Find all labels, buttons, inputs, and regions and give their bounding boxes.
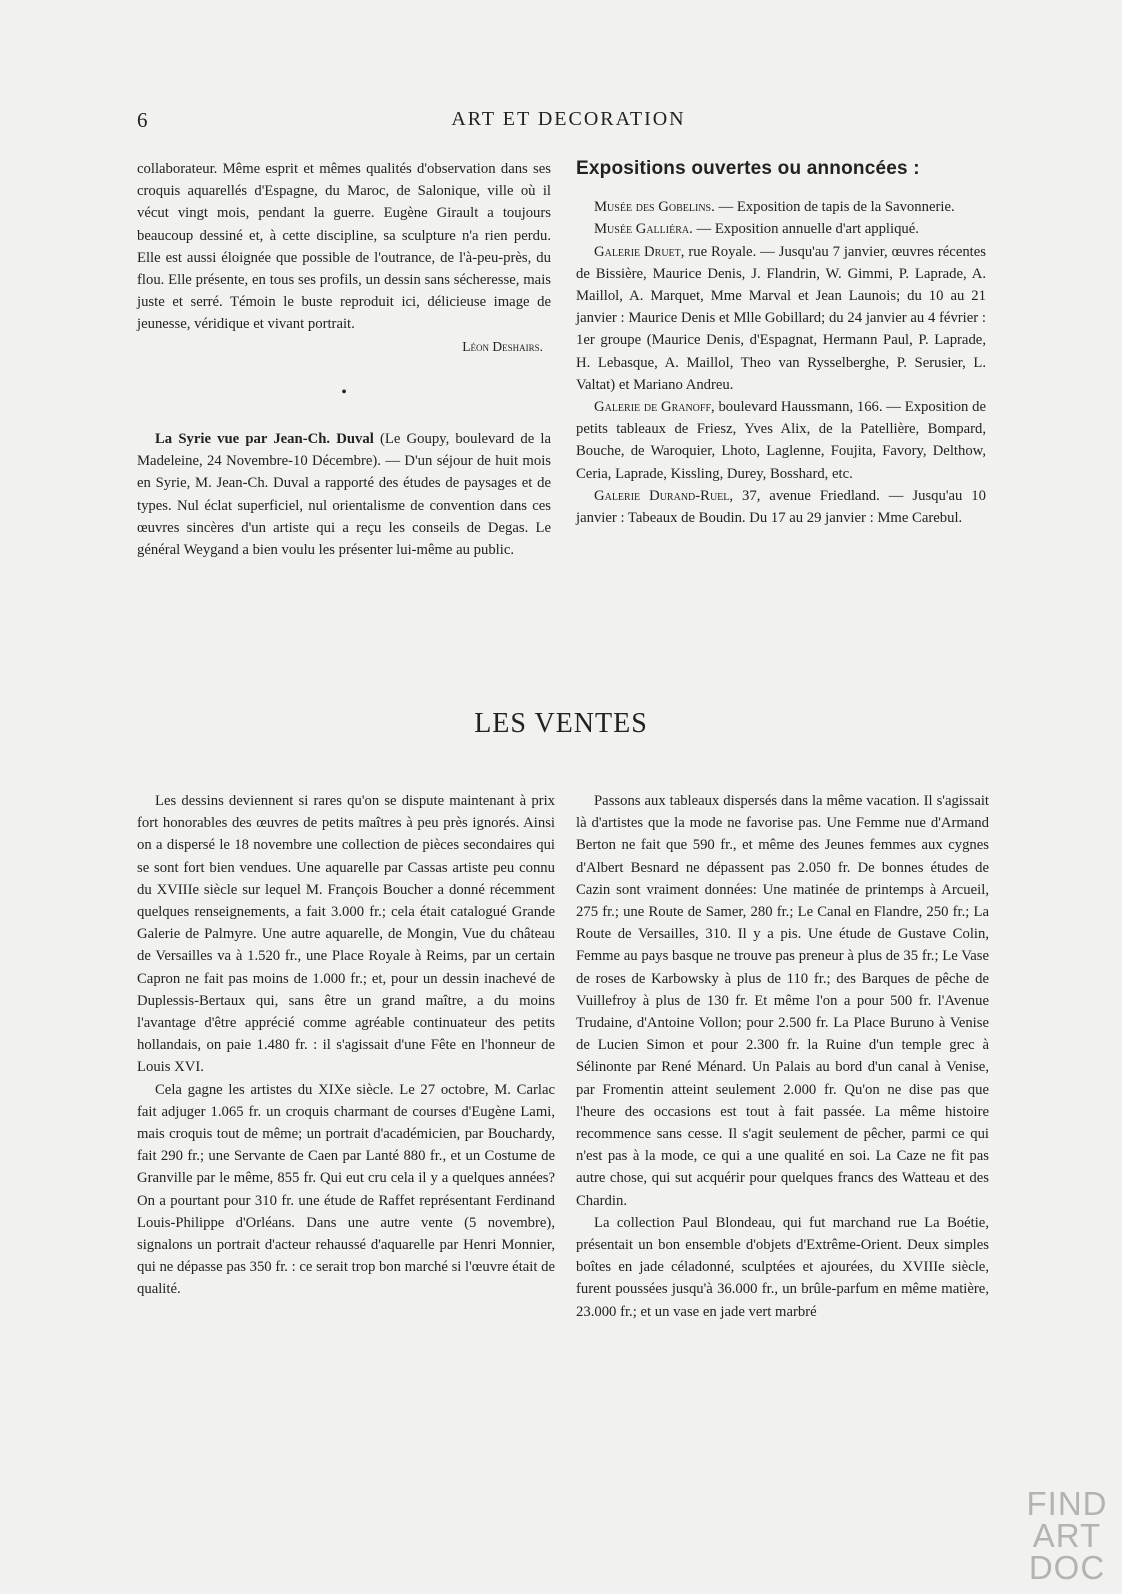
page-header [137, 108, 1000, 138]
venue-text: — Exposition annuelle d'art appliqué. [692, 221, 919, 238]
venue-name: Galerie Druet [594, 243, 681, 260]
ventes-paragraph: Les dessins deviennent si rares qu'on se dispute maintenant à prix fort honorables des œuvres de petits maîtres à peu près ignorés. Ainsi on a dispersé le 18 novembre une collection de pièces secondaires qui se sont fort bien vendues. Une aquarelle par Cassas artiste peu connu du XVIIIe siècle sur lequel M. François Boucher a donné récemment quelques renseignements, a fait 3.000 fr.; cela était catalogué Grande Galerie de Palmyre. Une autre aquarelle, de Mongin, Vue du château de Versailles va à 1.520 fr., une Place Royale à Reims, par un certain Capron ne fait pas moins de 1.000 fr.; et, pour un dessin inachevé de Duplessis-Bertaux qui, sans être un grand maître, a du moins l'avantage d'être apprécié comme agréable continuateur des petits hollandais, on paie 1.480 fr. : il s'agissait d'une Fête en l'honneur de Louis XVI. [137, 793, 555, 1076]
expositions-heading: Expositions ouvertes ou annoncées : [576, 158, 920, 179]
venue-text: , boulevard Haussmann, 166. — Exposition de petits tableaux de Friesz, Yves Alix, de la Patellière, Bompard, Bouche, de Waroquier, Lhoto, Laglenne, Foujita, Favory, Delthow, Ceria, Laprade, Kissling, Durey, Bosshard, etc. [576, 399, 986, 482]
right-top-column [576, 158, 986, 529]
author-signature: Léon Deshairs. [462, 338, 543, 354]
ventes-section-title: LES VENTES [474, 708, 648, 739]
review-paragraph: collaborateur. Même esprit et mêmes qualités d'observation dans ses croquis aquarellés d'Espagne, du Maroc, de Salonique, ville où il vécut vingt mois, pendant la guerre. Eugène Girault a toujours beaucoup dessiné et, à cette discipline, sa sculpture n'a rien perdu. Elle est aussi éloignée que possible de l'outrance, de l'à-peu-près, du flou. Elle présente, en tous ses profils, un dessin sans sécheresse, mais juste et serré. Témoin le buste reproduit ici, délicieuse image de jeunesse, véridique et vivant portrait. [137, 161, 551, 333]
right-bottom-column [576, 790, 989, 1323]
exposition-item [576, 241, 986, 396]
syrie-title: La Syrie vue par Jean-Ch. Duval [155, 431, 374, 448]
ventes-paragraph: Passons aux tableaux dispersés dans la même vacation. Il s'agissait là d'artistes que la mode ne favorise pas. Une Femme nue d'Armand Berton ne fait que 590 fr., et même des Jeunes femmes aux cygnes d'Albert Besnard ne dépassent pas 2.050 fr. De bonnes études de Cazin sont vraiment données: Une matinée de printemps à Arcueil, 275 fr.; une Route de Samer, 280 fr.; Le Canal en Flandre, 250 fr.; La Route de Versailles, 310. Il y a pis. Une étude de Gustave Colin, Femme au pays basque ne trouve pas preneur à plus de 35 fr.; Le Vase de roses de Karbowsky à plus de 110 fr.; des Barques de pêche de Vuillefroy à plus de 130 fr. Et même l'on a pour 500 fr. l'Avenue Trudaine, d'Antoine Vollon; pour 2.500 fr. La Place Buruno à Venise de Lucien Simon et pour 2.300 fr. la Ruine d'un temple grec à Sélinonte par René Ménard. Un Palais au bord d'un canal à Venise, par Fromentin atteint seulement 2.000 fr. Qu'on ne dise pas que l'heure des occasions est tout à fait passée. La même histoire recommence sans cesse. Il s'agit seulement de pêcher, parmi ce qui n'est pas à la mode, ce qui a une qualité en soi. La Caze ne fit pas autre chose, qui sut acquérir pour quelques francs des Watteau et des Chardin. [576, 793, 989, 1209]
venue-name: Galerie de Granoff [594, 399, 712, 416]
watermark-line: ART [1032, 1517, 1102, 1554]
venue-text: — Exposition de tapis de la Savonnerie. [714, 199, 955, 216]
ventes-paragraph: La collection Paul Blondeau, qui fut marchand rue La Boétie, présentait un bon ensemble d'objets d'Extrême-Orient. Deux simples boîtes en jade céladonné, sculptées et ajourées, du XVIIIe siècle, furent poussées jusqu'à 36.000 fr., un brûle-parfum en même matière, 23.000 fr.; et un vase en jade vert marbré [576, 1214, 989, 1320]
separator-bullet: • [341, 383, 347, 401]
page-number: 6 [137, 108, 148, 132]
exposition-item [576, 485, 986, 529]
left-top-column [137, 158, 551, 561]
running-title: ART ET DECORATION [451, 108, 686, 130]
ventes-paragraph: Cela gagne les artistes du XIXe siècle. Le 27 octobre, M. Carlac fait adjuger 1.065 fr. un croquis charmant de courses d'Eugène Lami, mais croquis tout de même; un portrait d'académicien, par Bouchardy, fait 290 fr.; une Servante de Caen par Lanté 880 fr., et un Costume de Granville par le même, 855 fr. Qui eut cru cela il y a quelques années? On a pourtant pour 310 fr. une étude de Raffet représentant Ferdinand Louis-Philippe d'Orléans. Dans une autre vente (5 novembre), signalons un portrait d'acteur rehaussé d'aquarelle par Henri Monnier, qui ne dépasse pas 350 fr. : ce serait trop bon marché si l'œuvre était de qualité. [137, 1081, 555, 1298]
venue-name: Galerie Durand-Ruel [594, 487, 730, 504]
exposition-item [576, 196, 986, 218]
venue-name: Musée des Gobelins. [594, 199, 715, 216]
venue-name: Musée Galliéra. [594, 221, 693, 238]
syrie-paragraph [137, 428, 551, 561]
watermark-line: DOC [1028, 1549, 1106, 1586]
syrie-text: (Le Goupy, boulevard de la Madeleine, 24 Novembre-10 Décembre). — D'un séjour de huit mois en Syrie, M. Jean-Ch. Duval a rapporté des études de paysages et de types. Nul éclat superficiel, nul orientalisme de convention dans ces œuvres sincères d'un artiste qui a reçu les conseils de Degas. Le général Weygand a bien voulu les présenter lui-même au public. [137, 431, 551, 559]
left-bottom-column [137, 790, 555, 1301]
watermark-line: FIND [1026, 1485, 1108, 1522]
exposition-item [576, 218, 986, 240]
venue-text: , rue Royale. — Jusqu'au 7 janvier, œuvres récentes de Bissière, Maurice Denis, J. Flandrin, W. Gimmi, P. Laprade, A. Maillol, A. Marquet, Mme Marval et Jean Launois; du 10 au 21 janvier : Maurice Denis et Mlle Gobillard; du 24 janvier au 4 février : 1er groupe (Maurice Denis, d'Espagnat, Hermann Paul, P. Laprade, H. Lebasque, A. Maillol, Theo van Rysselberghe, P. Serusier, L. Valtat) et Mariano Andreu. [576, 243, 986, 393]
exposition-item [576, 396, 986, 485]
findartdoc-watermark-logo [1022, 1485, 1112, 1586]
venue-text: , 37, avenue Friedland. — Jusqu'au 10 janvier : Tabeaux de Boudin. Du 17 au 29 janvier : Mme Carebul. [576, 487, 986, 527]
